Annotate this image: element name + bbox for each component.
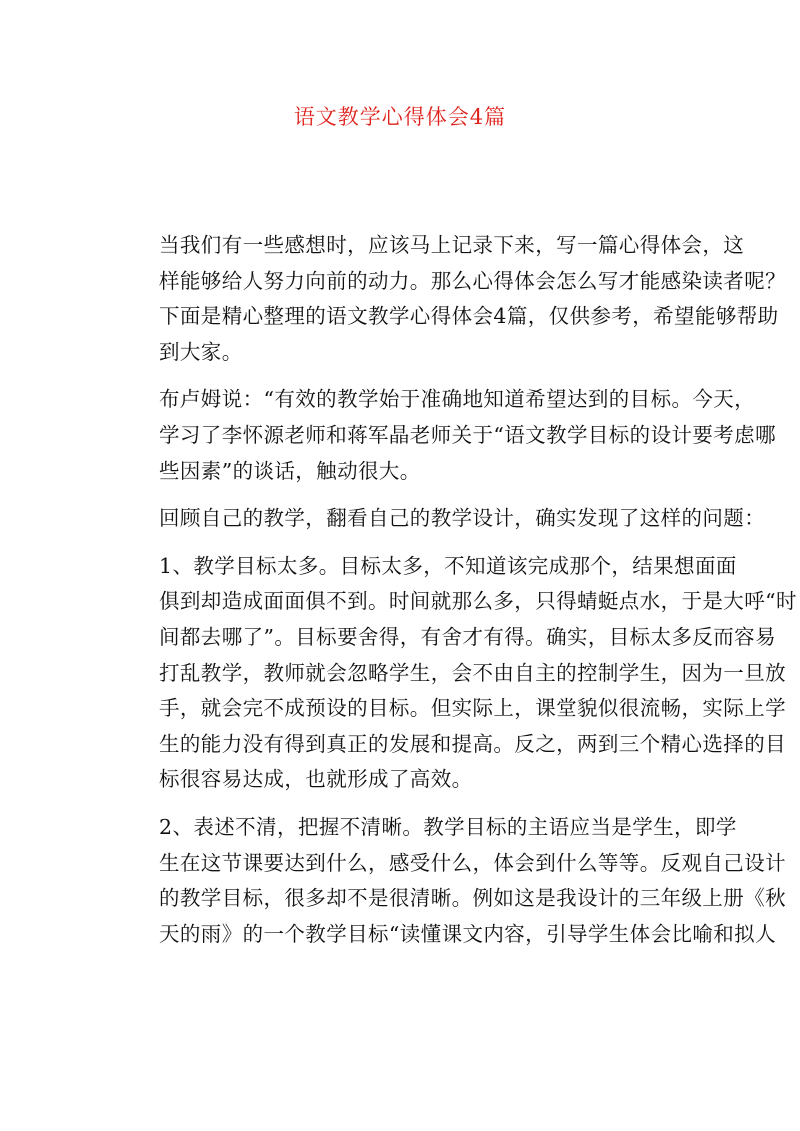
text-line: 些因素”的谈话，触动很大。 bbox=[159, 458, 421, 483]
paragraph-point-1 bbox=[118, 549, 797, 798]
text-line: 手，就会完不成预设的目标。但实际上，课堂貌似很流畅，实际上学 bbox=[159, 696, 786, 721]
paragraph-bloom-quote bbox=[118, 382, 776, 489]
text-line: 打乱教学，教师就会忽略学生，会不由自主的控制学生，因为一旦放 bbox=[159, 660, 786, 685]
text-line: 间都去哪了”。目标要舍得，有舍才有得。确实，目标太多反而容易 bbox=[159, 624, 776, 649]
text-line: 的教学目标，很多却不是很清晰。例如这是我设计的三年级上册《秋 bbox=[159, 886, 786, 911]
paragraph-reflection bbox=[118, 501, 766, 537]
text-line: 天的雨》的一个教学目标“读懂课文内容，引导学生体会比喻和拟人 bbox=[159, 921, 776, 946]
text-line: 生在这节课要达到什么，感受什么，体会到什么等等。反观自己设计 bbox=[159, 850, 786, 875]
paragraph-intro bbox=[118, 228, 786, 370]
paragraph-point-2 bbox=[118, 810, 786, 952]
text-line: 当我们有一些感想时，应该马上记录下来，写一篇心得体会，这 bbox=[159, 233, 745, 257]
document-title: 语文教学心得体会4篇 bbox=[293, 105, 507, 129]
text-line: 样能够给人努力向前的动力。那么心得体会怎么写才能感染读者呢？ bbox=[159, 268, 786, 293]
text-line: 2、表述不清，把握不清晰。教学目标的主语应当是学生，即学 bbox=[159, 814, 737, 839]
document-body bbox=[118, 228, 797, 964]
text-line: 下面是精心整理的语文教学心得体会4篇，仅供参考，希望能够帮助 bbox=[159, 304, 779, 329]
text-line: 回顾自己的教学，翻看自己的教学设计，确实发现了这样的问题： bbox=[159, 506, 766, 531]
text-line: 1、教学目标太多。目标太多，不知道该完成那个，结果想面面 bbox=[159, 553, 737, 578]
text-line: 学习了李怀源老师和蒋军晶老师关于“语文教学目标的设计要考虑哪 bbox=[159, 422, 776, 447]
text-line: 标很容易达成，也就形成了高效。 bbox=[159, 767, 473, 792]
text-line: 到大家。 bbox=[159, 339, 243, 364]
text-line: 布卢姆说：“有效的教学始于准确地知道希望达到的目标。今天， bbox=[159, 387, 756, 412]
text-line: 生的能力没有得到真正的发展和提高。反之，两到三个精心选择的目 bbox=[159, 731, 786, 756]
text-line: 俱到却造成面面俱不到。时间就那么多，只得蜻蜓点水，于是大呼“时 bbox=[159, 589, 797, 614]
